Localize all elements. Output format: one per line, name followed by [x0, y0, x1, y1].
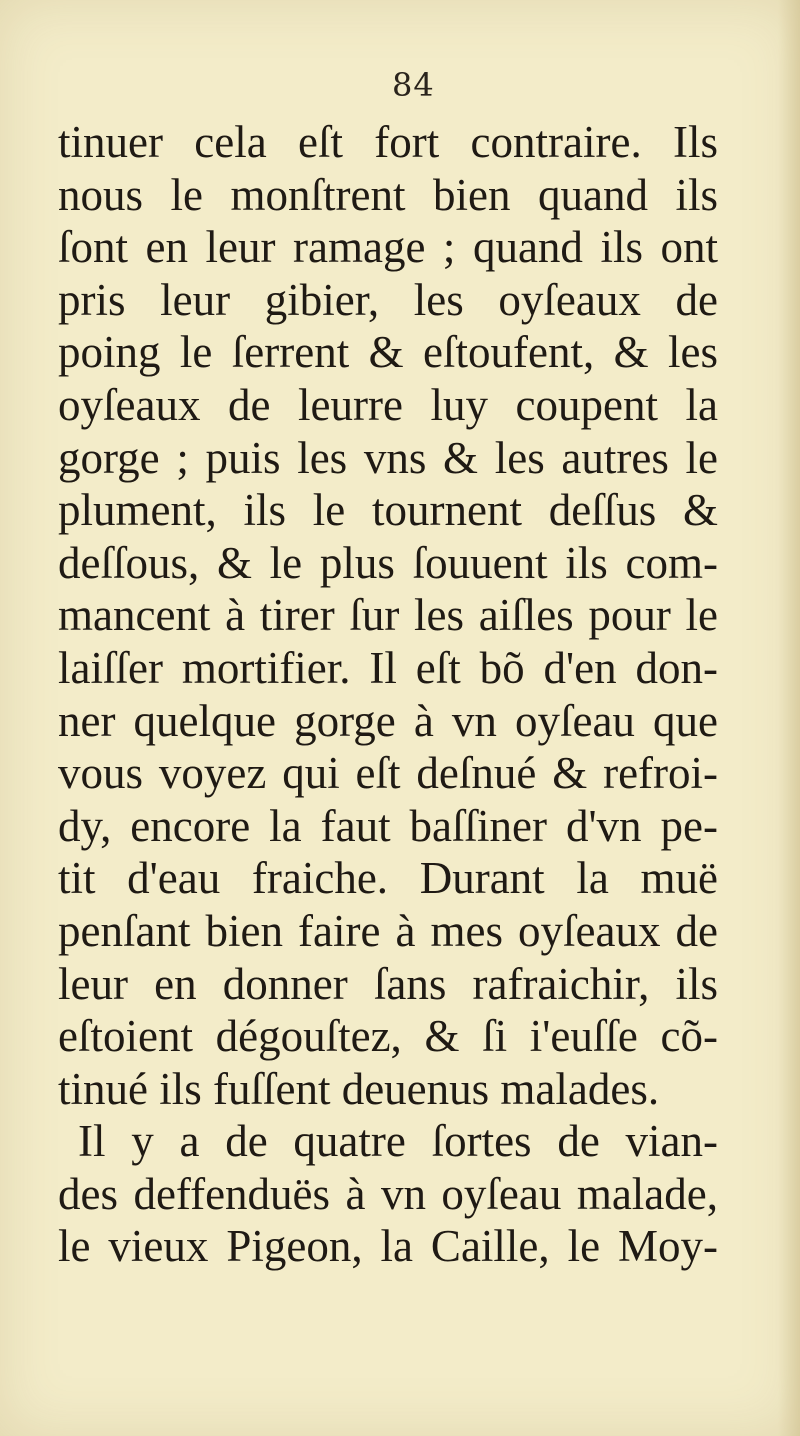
- text-line: leur en donner ſans rafraichir, ils: [58, 958, 718, 1009]
- text-line: le vieux Pigeon, la Caille, le Moy-: [58, 1221, 718, 1272]
- text-line: ner quelque gorge à vn oyſeau que: [58, 695, 718, 746]
- text-line: mancent à tirer ſur les aiſles pour le: [58, 590, 718, 641]
- text-line: tinuer cela eſt fort contraire. Ils: [58, 117, 718, 167]
- text-line: des deffenduës à vn oyſeau malade,: [58, 1168, 718, 1219]
- text-line: vous voyez qui eſt deſnué & refroi-: [58, 748, 718, 799]
- text-line: eſtoient dégouſtez, & ſi i'euſſe cõ-: [58, 1011, 718, 1062]
- text-line: plument, ils le tournent deſſus &: [58, 485, 718, 536]
- text-line: penſant bien faire à mes oyſeaux de: [58, 905, 718, 956]
- text-line: Il y a de quatre ſortes de vian-: [78, 1116, 718, 1167]
- text-line: laiſſer mortifier. Il eſt bõ d'en don-: [58, 642, 718, 693]
- text-line: oyſeaux de leurre luy coupent la: [58, 379, 718, 430]
- text-line: nous le monſtrent bien quand ils: [58, 169, 718, 220]
- text-line: tit d'eau fraiche. Durant la muë: [58, 853, 718, 904]
- text-line: gorge ; puis les vns & les autres le: [58, 432, 718, 483]
- page-number: 84: [392, 66, 435, 104]
- text-line: pris leur gibier, les oyſeaux de: [58, 274, 718, 325]
- text-line: ſont en leur ramage ; quand ils ont: [58, 222, 718, 273]
- text-line: poing le ſerrent & eſtoufent, & les: [58, 327, 718, 378]
- text-line: dy, encore la faut baſſiner d'vn pe-: [58, 800, 718, 851]
- text-line: deſſous, & le plus ſouuent ils com-: [58, 537, 718, 588]
- body-text: [58, 116, 718, 1273]
- text-line: tinué ils fuſſent deuenus malades.: [58, 1063, 660, 1114]
